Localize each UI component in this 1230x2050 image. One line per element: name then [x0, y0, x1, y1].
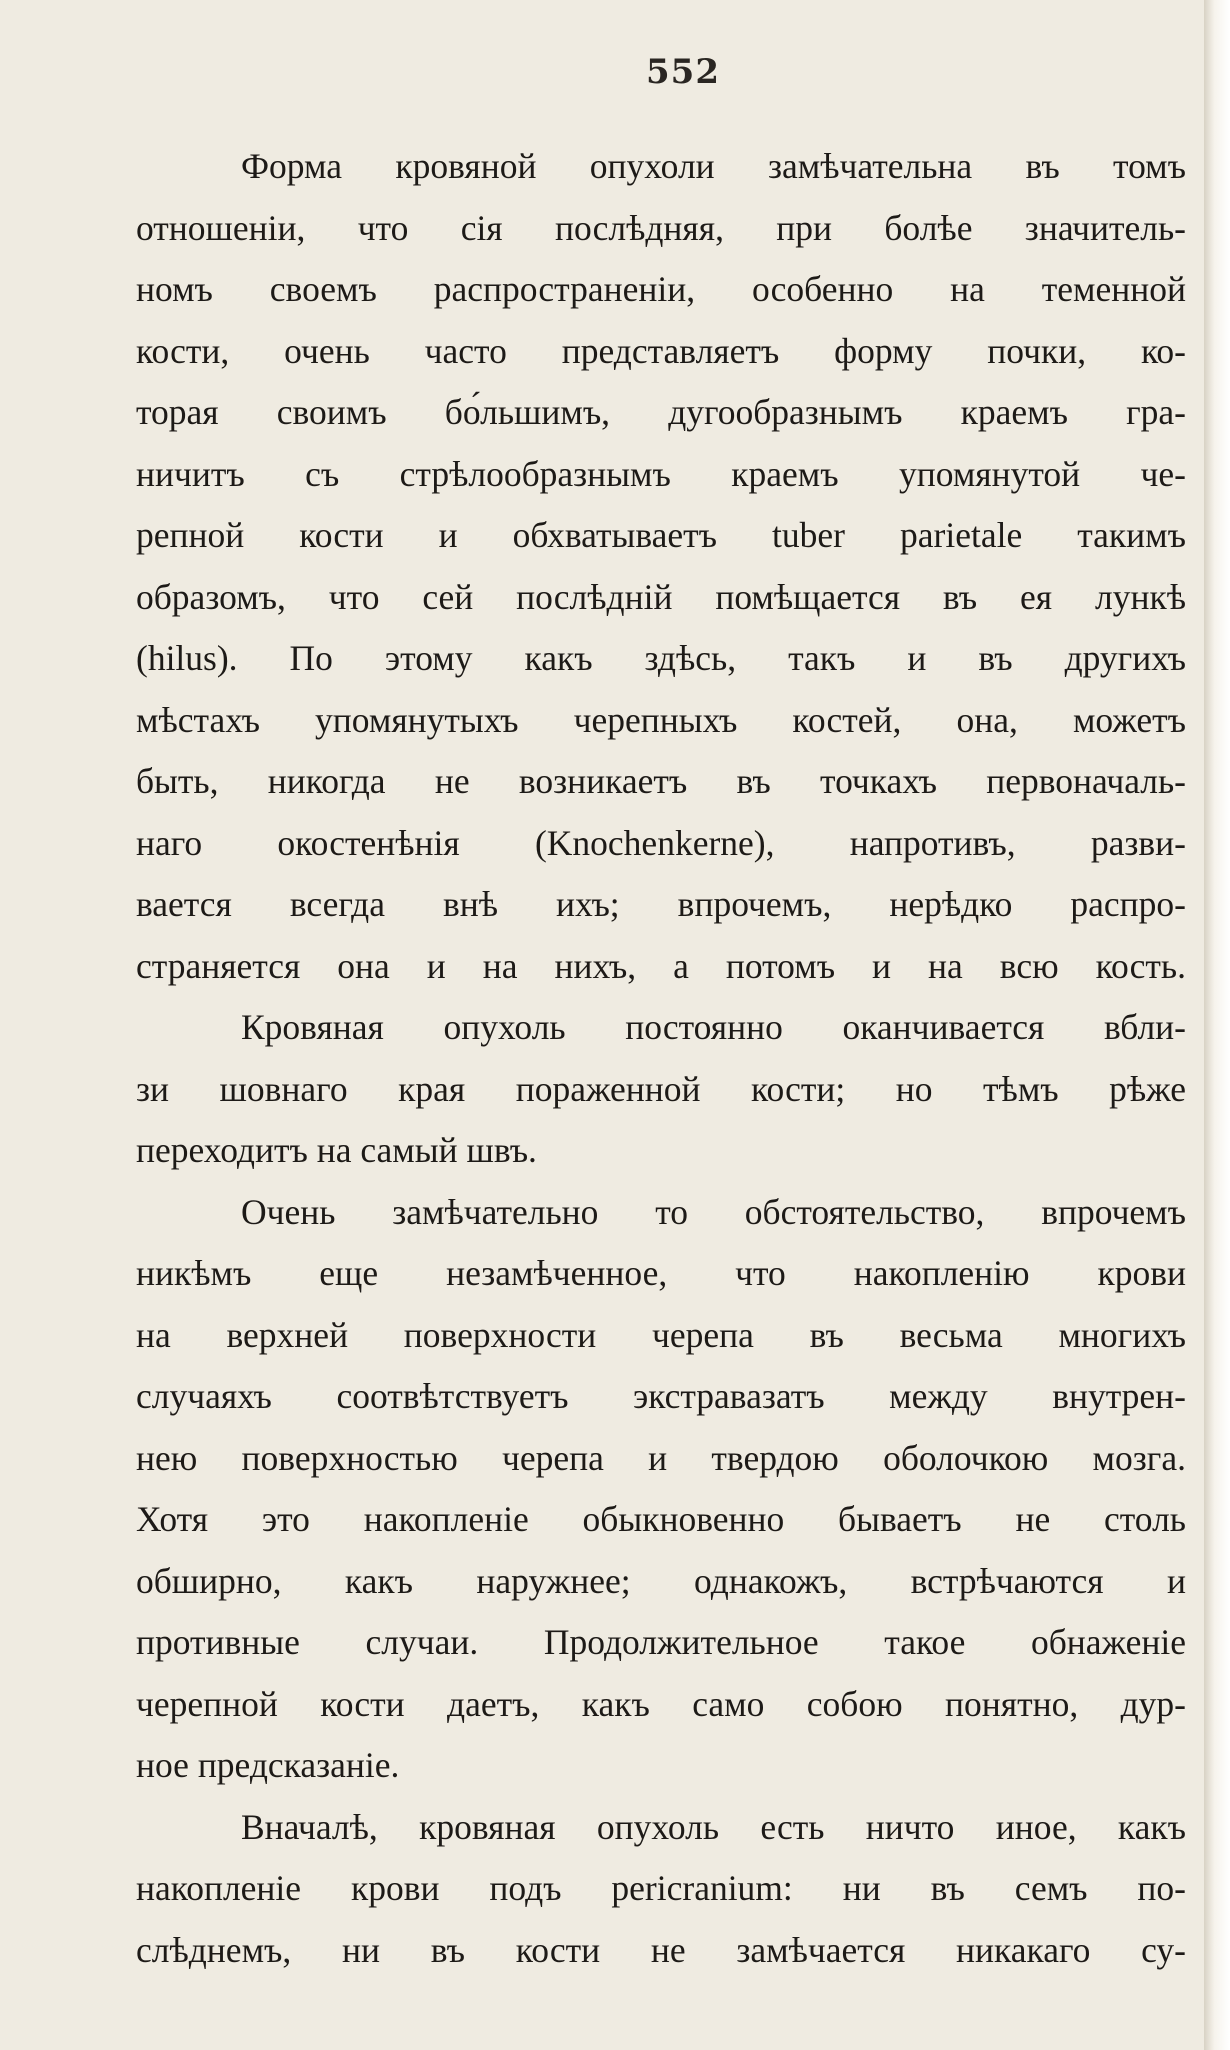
text-line: накопленіе крови подъ pericranium: ни въ семъ по- — [136, 1868, 1186, 1908]
text-line: образомъ, что сей послѣдній помѣщается въ ея лункѣ — [136, 576, 1186, 617]
text-line: мѣстахъ упомянутыхъ черепныхъ костей, она, можетъ — [136, 699, 1186, 740]
text-line: (hilus). По этому какъ здѣсь, такъ и въ другихъ — [136, 638, 1186, 678]
text-line: случаяхъ соотвѣтствуетъ экстравазатъ между внутрен- — [136, 1376, 1186, 1416]
page-edge — [1204, 0, 1230, 2050]
text-line: обширно, какъ наружнее; однакожъ, встрѣчаются и — [136, 1560, 1186, 1601]
text-line: Хотя это накопленіе обыкновенно бываетъ не столь — [136, 1499, 1186, 1539]
text-line: переходитъ на самый швъ. — [136, 1130, 537, 1170]
text-line: репной кости и обхватываетъ tuber parietale такимъ — [136, 515, 1186, 555]
text-line: торая своимъ бо́льшимъ, дугообразнымъ краемъ гра- — [136, 392, 1186, 432]
text-line: Кровяная опухоль постоянно оканчивается вбли- — [241, 1007, 1186, 1047]
text-line: никѣмъ еще незамѣченное, что накопленію крови — [136, 1253, 1186, 1293]
text-line: ное предсказаніе. — [136, 1745, 400, 1785]
text-line: отношеніи, что сія послѣдняя, при болѣе значитель- — [136, 207, 1186, 248]
text-line: вается всегда внѣ ихъ; впрочемъ, нерѣдко распро- — [136, 884, 1186, 924]
text-line: Форма кровяной опухоли замѣчательна въ томъ — [241, 146, 1186, 186]
body-text — [136, 136, 1186, 1981]
text-line: наго окостенѣнія (Knochenkerne), напротивъ, разви- — [136, 822, 1186, 863]
text-line: кости, очень часто представляетъ форму почки, ко- — [136, 330, 1186, 371]
text-line: Вначалѣ, кровяная опухоль есть ничто иное, какъ — [241, 1806, 1186, 1847]
text-line: ничитъ съ стрѣлообразнымъ краемъ упомянутой че- — [136, 453, 1186, 494]
text-line: быть, никогда не возникаетъ въ точкахъ первоначаль- — [136, 761, 1186, 801]
text-line: черепной кости даетъ, какъ само собою понятно, дур- — [136, 1683, 1186, 1724]
text-line: зи шовнаго края пораженной кости; но тѣмъ рѣже — [136, 1068, 1186, 1109]
text-line: номъ своемъ распространеніи, особенно на теменной — [136, 269, 1186, 309]
text-line: нею поверхностью черепа и твердою оболочкою мозга. — [136, 1437, 1186, 1478]
text-line: страняется она и на нихъ, а потомъ и на всю кость. — [136, 945, 1186, 986]
text-line: Очень замѣчательно то обстоятельство, впрочемъ — [241, 1191, 1186, 1232]
page-number: 552 — [646, 52, 720, 92]
text-line: на верхней поверхности черепа въ весьма многихъ — [136, 1314, 1186, 1355]
text-line: слѣднемъ, ни въ кости не замѣчается никакаго су- — [136, 1929, 1186, 1970]
text-line: противные случаи. Продолжительное такое обнаженіе — [136, 1622, 1186, 1662]
